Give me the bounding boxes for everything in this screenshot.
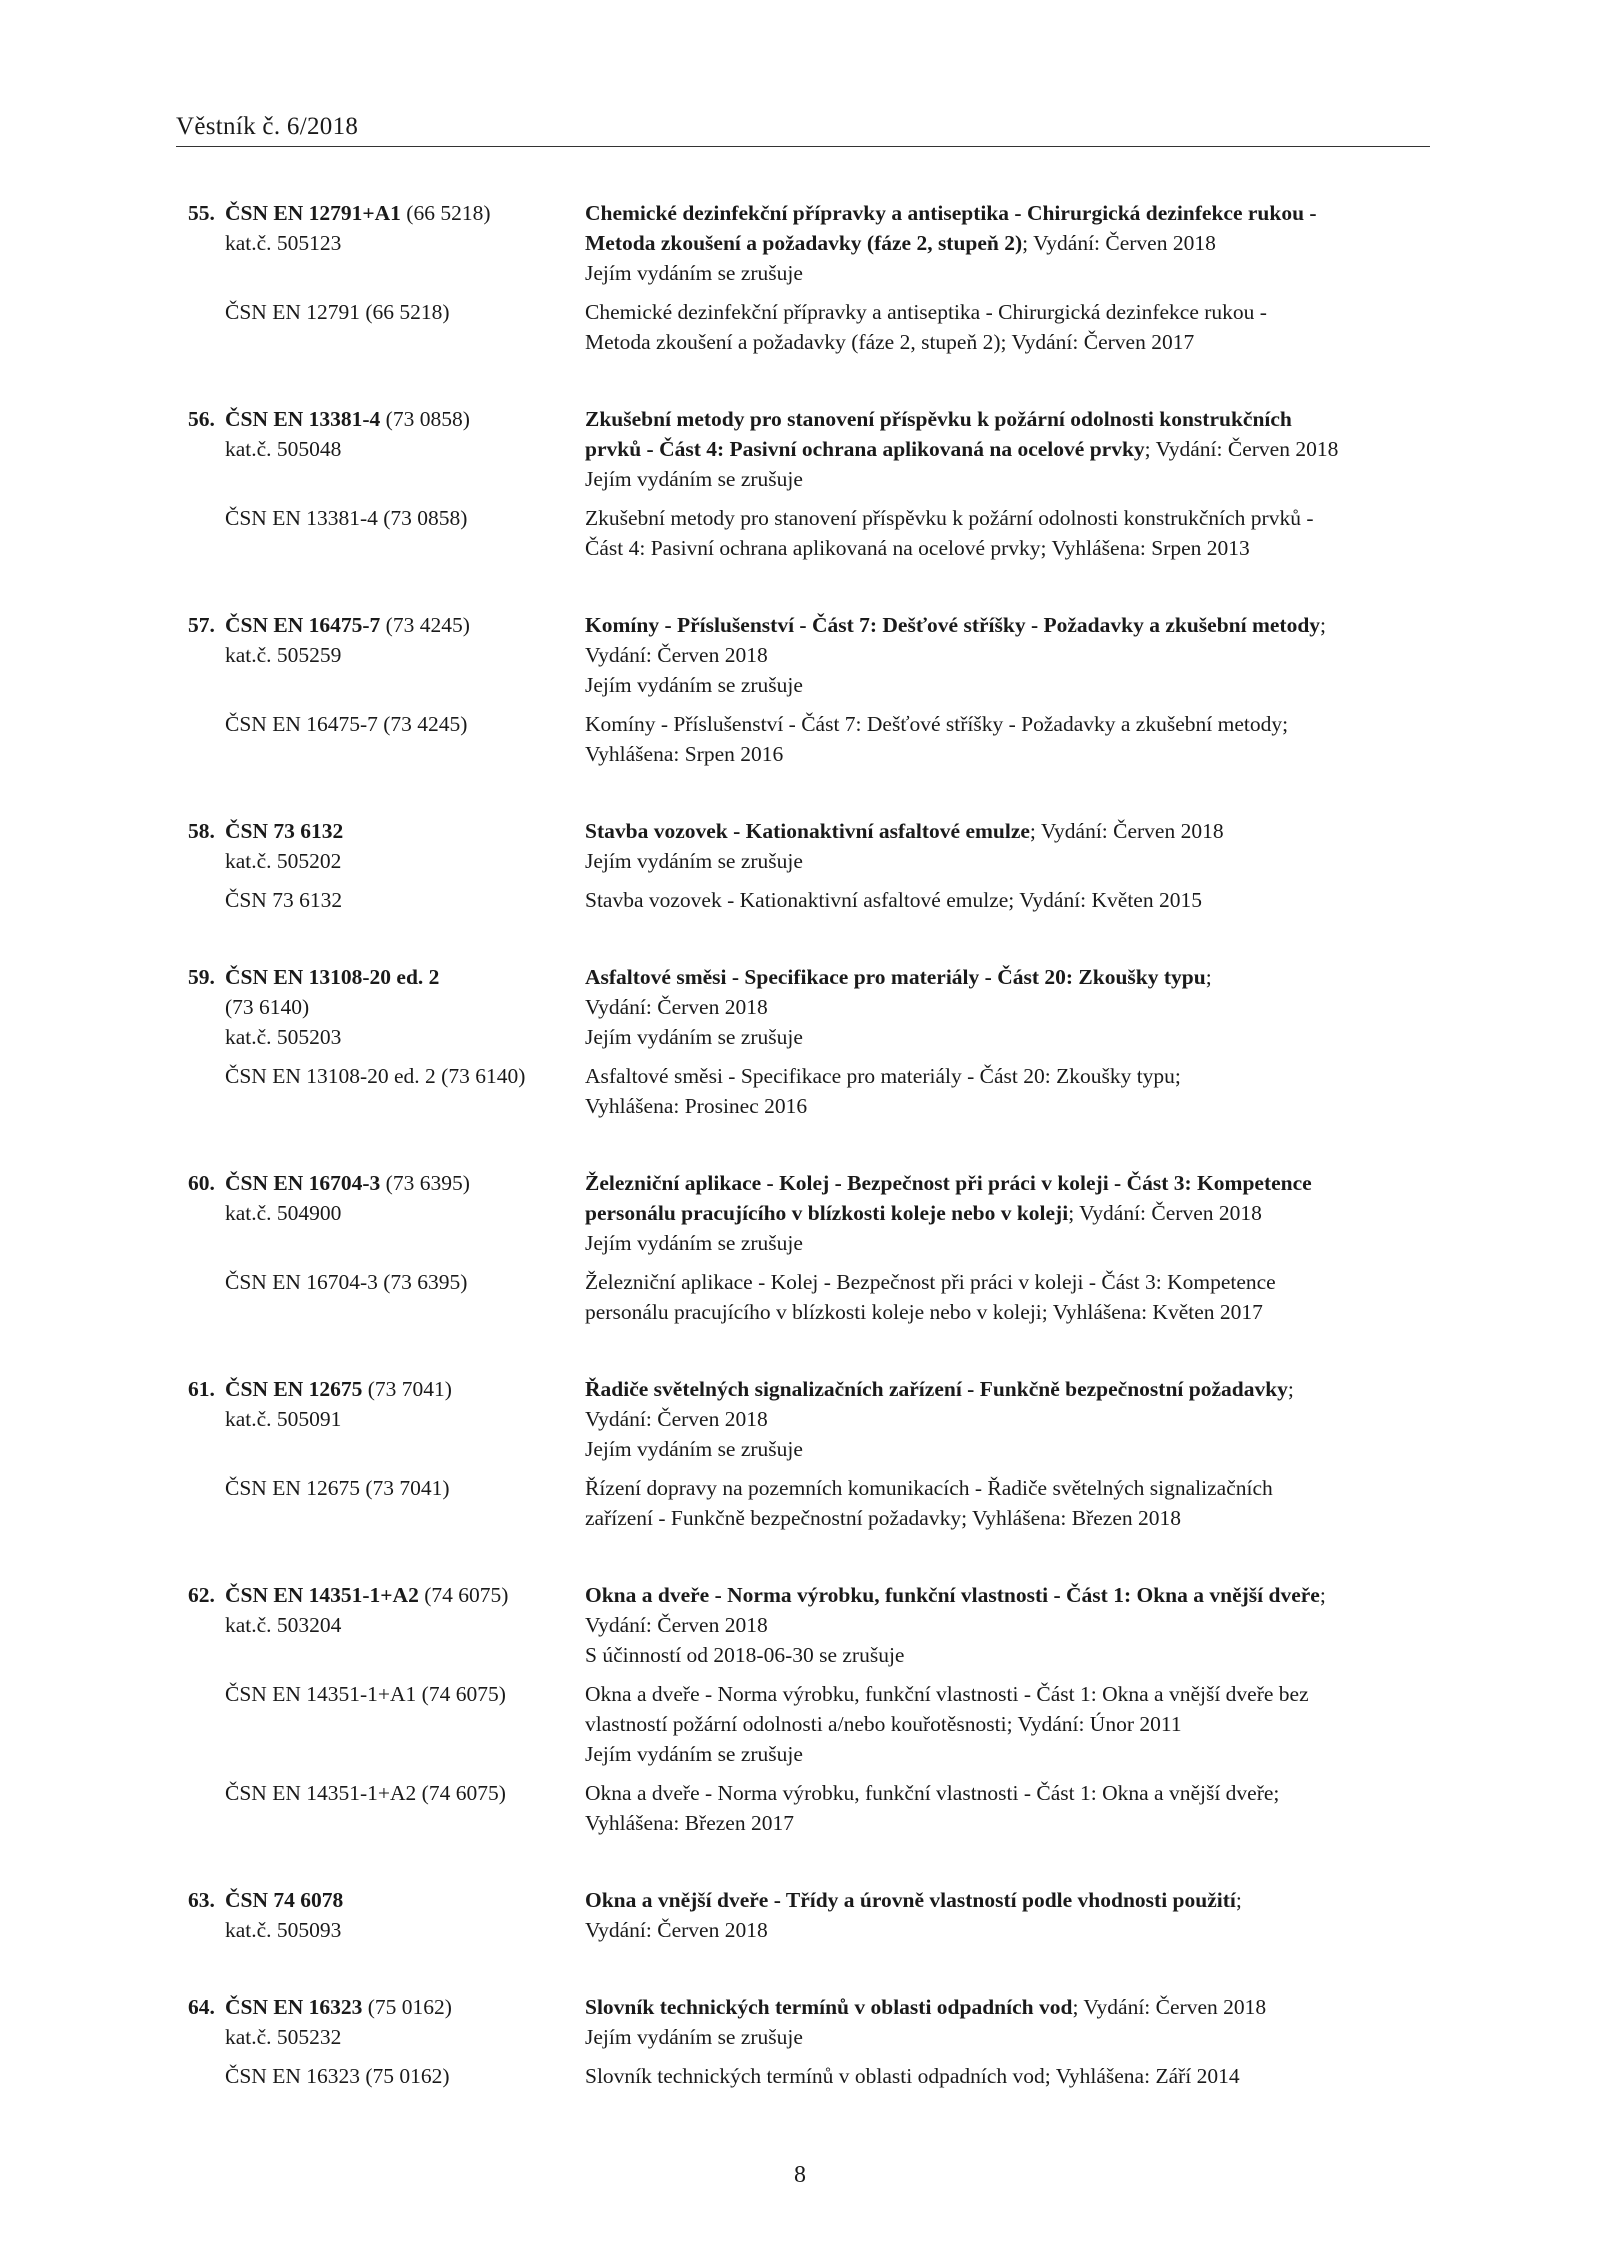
entry-right-column	[585, 610, 1438, 700]
withdrawn-standard-title: Asfaltové směsi - Specifikace pro materiály - Část 20: Zkoušky typu;	[585, 1064, 1181, 1088]
standard-title-line	[585, 610, 1438, 640]
entry-code-line	[188, 962, 585, 992]
issue-info: ;	[1205, 965, 1212, 989]
withdrawn-standard-title: Vyhlášena: Březen 2017	[585, 1811, 794, 1835]
standard-title-line	[585, 1885, 1438, 1915]
withdrawn-code-line	[188, 1778, 585, 1808]
withdrawn-standard-row	[188, 297, 1438, 357]
withdrawn-standard-row	[188, 1267, 1438, 1327]
entry-left-column	[188, 962, 585, 1052]
withdrawal-note: Jejím vydáním se zrušuje	[585, 1231, 803, 1255]
entry-right-column	[585, 1885, 1438, 1945]
standard-code: ČSN EN 12791+A1	[225, 201, 401, 225]
withdrawn-standard-row	[188, 1778, 1438, 1838]
classification-number: (73 7041)	[362, 1377, 452, 1401]
standard-title-line	[585, 1198, 1438, 1228]
issue-info: ; Vydání: Červen 2018	[1022, 231, 1216, 255]
entry-number: 56.	[188, 407, 215, 431]
entry-main-row	[188, 404, 1438, 494]
entry-code-line	[188, 1580, 585, 1610]
classification-number: (75 0162)	[362, 1995, 452, 2019]
entry-main-row	[188, 962, 1438, 1052]
standard-code: ČSN EN 12675	[225, 1377, 363, 1401]
entry-main-row	[188, 198, 1438, 288]
issue-info: ;	[1320, 613, 1327, 637]
standard-title: Stavba vozovek - Kationaktivní asfaltové emulze	[585, 819, 1030, 843]
entry-main-row	[188, 1580, 1438, 1670]
standard-entry	[188, 816, 1438, 915]
catalog-text: kat.č. 505123	[225, 231, 342, 255]
issue-info: ; Vydání: Červen 2018	[1029, 819, 1224, 843]
entry-right-column	[585, 1580, 1438, 1670]
withdrawn-standard-row	[188, 709, 1438, 769]
entry-number: 63.	[188, 1888, 215, 1912]
withdrawn-standard-row	[188, 503, 1438, 563]
withdrawn-standard-title: Chemické dezinfekční přípravky a antiseptika - Chirurgická dezinfekce rukou -	[585, 300, 1267, 324]
standard-code: ČSN EN 13108-20 ed. 2	[225, 965, 440, 989]
issue-info: ;	[1319, 1583, 1326, 1607]
withdrawn-standard-code: ČSN EN 13381-4 (73 0858)	[225, 506, 468, 530]
withdrawn-right-column	[585, 297, 1438, 357]
catalog-text: kat.č. 505259	[225, 643, 342, 667]
entry-main-row	[188, 610, 1438, 700]
standard-title: Asfaltové směsi - Specifikace pro materiály - Část 20: Zkoušky typu	[585, 965, 1206, 989]
withdrawn-right-column	[585, 1778, 1438, 1838]
catalog-number	[188, 1404, 585, 1434]
withdrawn-right-column	[585, 1473, 1438, 1533]
withdrawn-standard-code: ČSN EN 16475-7 (73 4245)	[225, 712, 468, 736]
page-header	[176, 112, 1430, 147]
catalog-text: kat.č. 505202	[225, 849, 342, 873]
entry-code-line	[188, 816, 585, 846]
entry-code-line	[188, 1374, 585, 1404]
issue-info: ; Vydání: Červen 2018	[1072, 1995, 1267, 2019]
catalog-number	[188, 1610, 585, 1640]
standard-title-line	[585, 434, 1438, 464]
issue-info: ; Vydání: Červen 2018	[1068, 1201, 1262, 1225]
withdrawn-standard-code: ČSN EN 16704-3 (73 6395)	[225, 1270, 468, 1294]
catalog-text: kat.č. 505048	[225, 437, 342, 461]
bulletin-title: Věstník č. 6/2018	[176, 113, 359, 140]
entry-left-column	[188, 1374, 585, 1464]
entry-left-column	[188, 816, 585, 876]
withdrawn-standard-title: zařízení - Funkčně bezpečnostní požadavky; Vyhlášena: Březen 2018	[585, 1506, 1182, 1530]
entry-main-row	[188, 1168, 1438, 1258]
entry-code-line	[188, 610, 585, 640]
entry-main-row	[188, 1885, 1438, 1945]
entry-right-column	[585, 1992, 1438, 2052]
catalog-number	[188, 640, 585, 670]
entry-left-column	[188, 1992, 585, 2052]
standard-title-line	[585, 198, 1438, 228]
withdrawn-left-column	[188, 709, 585, 769]
withdrawn-left-column	[188, 1267, 585, 1327]
withdrawn-standard-title: Metoda zkoušení a požadavky (fáze 2, stupeň 2); Vydání: Červen 2017	[585, 330, 1195, 354]
withdrawal-note: Jejím vydáním se zrušuje	[585, 1437, 803, 1461]
withdrawn-standard-title: Stavba vozovek - Kationaktivní asfaltové emulze; Vydání: Květen 2015	[585, 888, 1202, 912]
catalog-text: kat.č. 505093	[225, 1918, 342, 1942]
standard-title: Řadiče světelných signalizačních zařízení - Funkčně bezpečnostní požadavky	[585, 1377, 1288, 1401]
entry-left-column	[188, 404, 585, 494]
withdrawn-right-column	[585, 885, 1438, 915]
withdrawal-note: Jejím vydáním se zrušuje	[585, 849, 803, 873]
entry-number: 59.	[188, 965, 215, 989]
standard-title-line	[585, 1580, 1438, 1610]
standard-title: Komíny - Příslušenství - Část 7: Dešťové stříšky - Požadavky a zkušební metody	[585, 613, 1321, 637]
catalog-number	[188, 846, 585, 876]
entry-code-line	[188, 1885, 585, 1915]
entry-right-column	[585, 962, 1438, 1052]
standard-title-line	[585, 404, 1438, 434]
catalog-number	[188, 1198, 585, 1228]
withdrawn-code-line	[188, 1061, 585, 1091]
withdrawn-standard-title: vlastností požární odolnosti a/nebo kouřotěsnosti; Vydání: Únor 2011	[585, 1712, 1182, 1736]
withdrawn-code-line	[188, 1473, 585, 1503]
standard-code: ČSN 74 6078	[225, 1888, 344, 1912]
standard-title: prvků - Část 4: Pasivní ochrana aplikovaná na ocelové prvky	[585, 437, 1145, 461]
entry-left-column	[188, 198, 585, 288]
classification-number: (73 4245)	[380, 613, 470, 637]
entry-code-line	[188, 1168, 585, 1198]
withdrawn-left-column	[188, 1778, 585, 1838]
standard-entry	[188, 610, 1438, 769]
catalog-number	[188, 2022, 585, 2052]
classification-number: (74 6075)	[418, 1583, 509, 1607]
withdrawn-right-column	[585, 709, 1438, 769]
withdrawn-standard-title: Komíny - Příslušenství - Část 7: Dešťové stříšky - Požadavky a zkušební metody;	[585, 712, 1289, 736]
withdrawn-standard-code: ČSN EN 16323 (75 0162)	[225, 2064, 450, 2088]
entry-left-column	[188, 1580, 585, 1670]
entry-right-column	[585, 404, 1438, 494]
standard-title-line	[585, 816, 1438, 846]
entry-left-column	[188, 1885, 585, 1945]
withdrawal-note: Vydání: Červen 2018	[585, 643, 768, 667]
withdrawn-code-line	[188, 885, 585, 915]
withdrawn-standard-code: ČSN EN 12675 (73 7041)	[225, 1476, 450, 1500]
entry-number: 57.	[188, 613, 215, 637]
entry-main-row	[188, 816, 1438, 876]
withdrawn-standard-row	[188, 1061, 1438, 1121]
standard-title: personálu pracujícího v blízkosti koleje nebo v koleji	[585, 1201, 1069, 1225]
standard-entry	[188, 1885, 1438, 1945]
withdrawn-code-line	[188, 1679, 585, 1709]
standard-title-line	[585, 1168, 1438, 1198]
withdrawn-standard-row	[188, 2061, 1438, 2091]
issue-info: ;	[1235, 1888, 1242, 1912]
withdrawal-note: Vydání: Červen 2018	[585, 1613, 768, 1637]
entry-left-column	[188, 1168, 585, 1258]
withdrawn-standard-code: ČSN EN 14351-1+A1 (74 6075)	[225, 1682, 506, 1706]
withdrawn-left-column	[188, 2061, 585, 2091]
withdrawn-standard-code: ČSN EN 13108-20 ed. 2 (73 6140)	[225, 1064, 526, 1088]
entry-main-row	[188, 1374, 1438, 1464]
entry-right-column	[585, 1168, 1438, 1258]
standard-entry	[188, 1580, 1438, 1838]
withdrawal-note: Jejím vydáním se zrušuje	[585, 261, 803, 285]
withdrawn-standard-title: Část 4: Pasivní ochrana aplikovaná na ocelové prvky; Vyhlášena: Srpen 2013	[585, 536, 1250, 560]
withdrawn-right-column	[585, 2061, 1438, 2091]
catalog-text: kat.č. 505232	[225, 2025, 342, 2049]
withdrawn-left-column	[188, 885, 585, 915]
header-rule	[176, 146, 1430, 147]
standard-code: ČSN EN 16704-3	[225, 1171, 381, 1195]
withdrawn-right-column	[585, 1679, 1438, 1769]
entry-number: 62.	[188, 1583, 215, 1607]
withdrawal-note: Vydání: Červen 2018	[585, 1407, 768, 1431]
withdrawal-note: Jejím vydáním se zrušuje	[585, 467, 803, 491]
withdrawn-right-column	[585, 503, 1438, 563]
standards-list	[188, 198, 1438, 2138]
classification-number: (73 0858)	[380, 407, 470, 431]
withdrawn-code-line	[188, 297, 585, 327]
withdrawn-right-column	[585, 1061, 1438, 1121]
entry-main-row	[188, 1992, 1438, 2052]
entry-number: 60.	[188, 1171, 215, 1195]
catalog-number	[188, 434, 585, 464]
withdrawn-standard-title: Zkušební metody pro stanovení příspěvku k požární odolnosti konstrukčních prvků -	[585, 506, 1314, 530]
entry-right-column	[585, 1374, 1438, 1464]
withdrawn-code-line	[188, 2061, 585, 2091]
standard-title-line	[585, 962, 1438, 992]
withdrawn-standard-code: ČSN EN 12791 (66 5218)	[225, 300, 450, 324]
withdrawn-standard-row	[188, 885, 1438, 915]
catalog-text: kat.č. 503204	[225, 1613, 342, 1637]
withdrawn-left-column	[188, 297, 585, 357]
catalog-text: kat.č. 505091	[225, 1407, 342, 1431]
standard-title: Okna a vnější dveře - Třídy a úrovně vlastností podle vhodnosti použití	[585, 1888, 1236, 1912]
catalog-text: kat.č. 505203	[225, 1025, 342, 1049]
standard-code: ČSN EN 13381-4	[225, 407, 381, 431]
standard-title: Metoda zkoušení a požadavky (fáze 2, stupeň 2)	[585, 231, 1023, 255]
entry-right-column	[585, 816, 1438, 876]
catalog-number	[188, 1915, 585, 1945]
withdrawn-code-line	[188, 503, 585, 533]
withdrawal-note: Jejím vydáním se zrušuje	[585, 2025, 803, 2049]
standard-entry	[188, 1168, 1438, 1327]
catalog-number	[188, 228, 585, 258]
withdrawn-standard-row	[188, 1473, 1438, 1533]
entry-code-line	[188, 198, 585, 228]
withdrawal-note: Vydání: Červen 2018	[585, 995, 768, 1019]
withdrawal-note: Vydání: Červen 2018	[585, 1918, 768, 1942]
issue-info: ;	[1287, 1377, 1294, 1401]
withdrawn-standard-title: Slovník technických termínů v oblasti odpadních vod; Vyhlášena: Září 2014	[585, 2064, 1240, 2088]
standard-entry	[188, 962, 1438, 1121]
entry-right-column	[585, 198, 1438, 288]
withdrawn-left-column	[188, 1679, 585, 1769]
standard-entry	[188, 404, 1438, 563]
standard-title: Železniční aplikace - Kolej - Bezpečnost při práci v koleji - Část 3: Kompetence	[585, 1171, 1312, 1195]
entry-number: 58.	[188, 819, 215, 843]
catalog-text: kat.č. 504900	[225, 1201, 342, 1225]
entry-code-line	[188, 1992, 585, 2022]
entry-number: 61.	[188, 1377, 215, 1401]
withdrawn-standard-code: ČSN 73 6132	[225, 888, 343, 912]
withdrawn-left-column	[188, 503, 585, 563]
withdrawn-standard-title: Vyhlášena: Srpen 2016	[585, 742, 784, 766]
withdrawn-right-column	[585, 1267, 1438, 1327]
withdrawn-standard-title: Vyhlášena: Prosinec 2016	[585, 1094, 808, 1118]
withdrawal-note: Jejím vydáním se zrušuje	[585, 673, 803, 697]
withdrawn-standard-title: Okna a dveře - Norma výrobku, funkční vlastnosti - Část 1: Okna a vnější dveře bez	[585, 1682, 1309, 1706]
page-number: 8	[794, 2162, 806, 2188]
entry-number: 64.	[188, 1995, 215, 2019]
withdrawn-left-column	[188, 1061, 585, 1121]
standard-code: ČSN EN 14351-1+A2	[225, 1583, 419, 1607]
standard-title: Zkušební metody pro stanovení příspěvku k požární odolnosti konstrukčních	[585, 407, 1292, 431]
standard-entry	[188, 1374, 1438, 1533]
standard-code: ČSN 73 6132	[225, 819, 344, 843]
standard-title-line	[585, 1374, 1438, 1404]
withdrawn-standard-code: ČSN EN 14351-1+A2 (74 6075)	[225, 1781, 506, 1805]
withdrawn-standard-title: Okna a dveře - Norma výrobku, funkční vlastnosti - Část 1: Okna a vnější dveře;	[585, 1781, 1280, 1805]
catalog-number	[188, 1022, 585, 1052]
standard-title: Okna a dveře - Norma výrobku, funkční vlastnosti - Část 1: Okna a vnější dveře	[585, 1583, 1320, 1607]
classification-number: (66 5218)	[400, 201, 491, 225]
standard-title-line	[585, 228, 1438, 258]
withdrawn-code-line	[188, 709, 585, 739]
entry-code-line	[188, 404, 585, 434]
standard-title: Chemické dezinfekční přípravky a antiseptika - Chirurgická dezinfekce rukou -	[585, 201, 1317, 225]
withdrawn-standard-title: Řízení dopravy na pozemních komunikacích - Řadiče světelných signalizačních	[585, 1476, 1273, 1500]
withdrawn-code-line	[188, 1267, 585, 1297]
standard-title-line	[585, 1992, 1438, 2022]
issue-info: ; Vydání: Červen 2018	[1144, 437, 1339, 461]
withdrawal-note: S účinností od 2018-06-30 se zrušuje	[585, 1643, 905, 1667]
withdrawn-standard-title: Železniční aplikace - Kolej - Bezpečnost při práci v koleji - Část 3: Kompetence	[585, 1270, 1276, 1294]
catalog-text: (73 6140)	[225, 995, 310, 1019]
withdrawn-standard-title: personálu pracujícího v blízkosti koleje nebo v koleji; Vyhlášena: Květen 2017	[585, 1300, 1263, 1324]
standard-code: ČSN EN 16323	[225, 1995, 363, 2019]
withdrawn-left-column	[188, 1473, 585, 1533]
classification-number: (73 6395)	[380, 1171, 470, 1195]
entry-number: 55.	[188, 201, 215, 225]
withdrawn-standard-row	[188, 1679, 1438, 1769]
standard-title: Slovník technických termínů v oblasti odpadních vod	[585, 1995, 1073, 2019]
withdrawn-standard-title: Jejím vydáním se zrušuje	[585, 1742, 803, 1766]
withdrawal-note: Jejím vydáním se zrušuje	[585, 1025, 803, 1049]
entry-left-column	[188, 610, 585, 700]
standard-entry	[188, 198, 1438, 357]
standard-entry	[188, 1992, 1438, 2091]
standard-code: ČSN EN 16475-7	[225, 613, 381, 637]
catalog-number	[188, 992, 585, 1022]
